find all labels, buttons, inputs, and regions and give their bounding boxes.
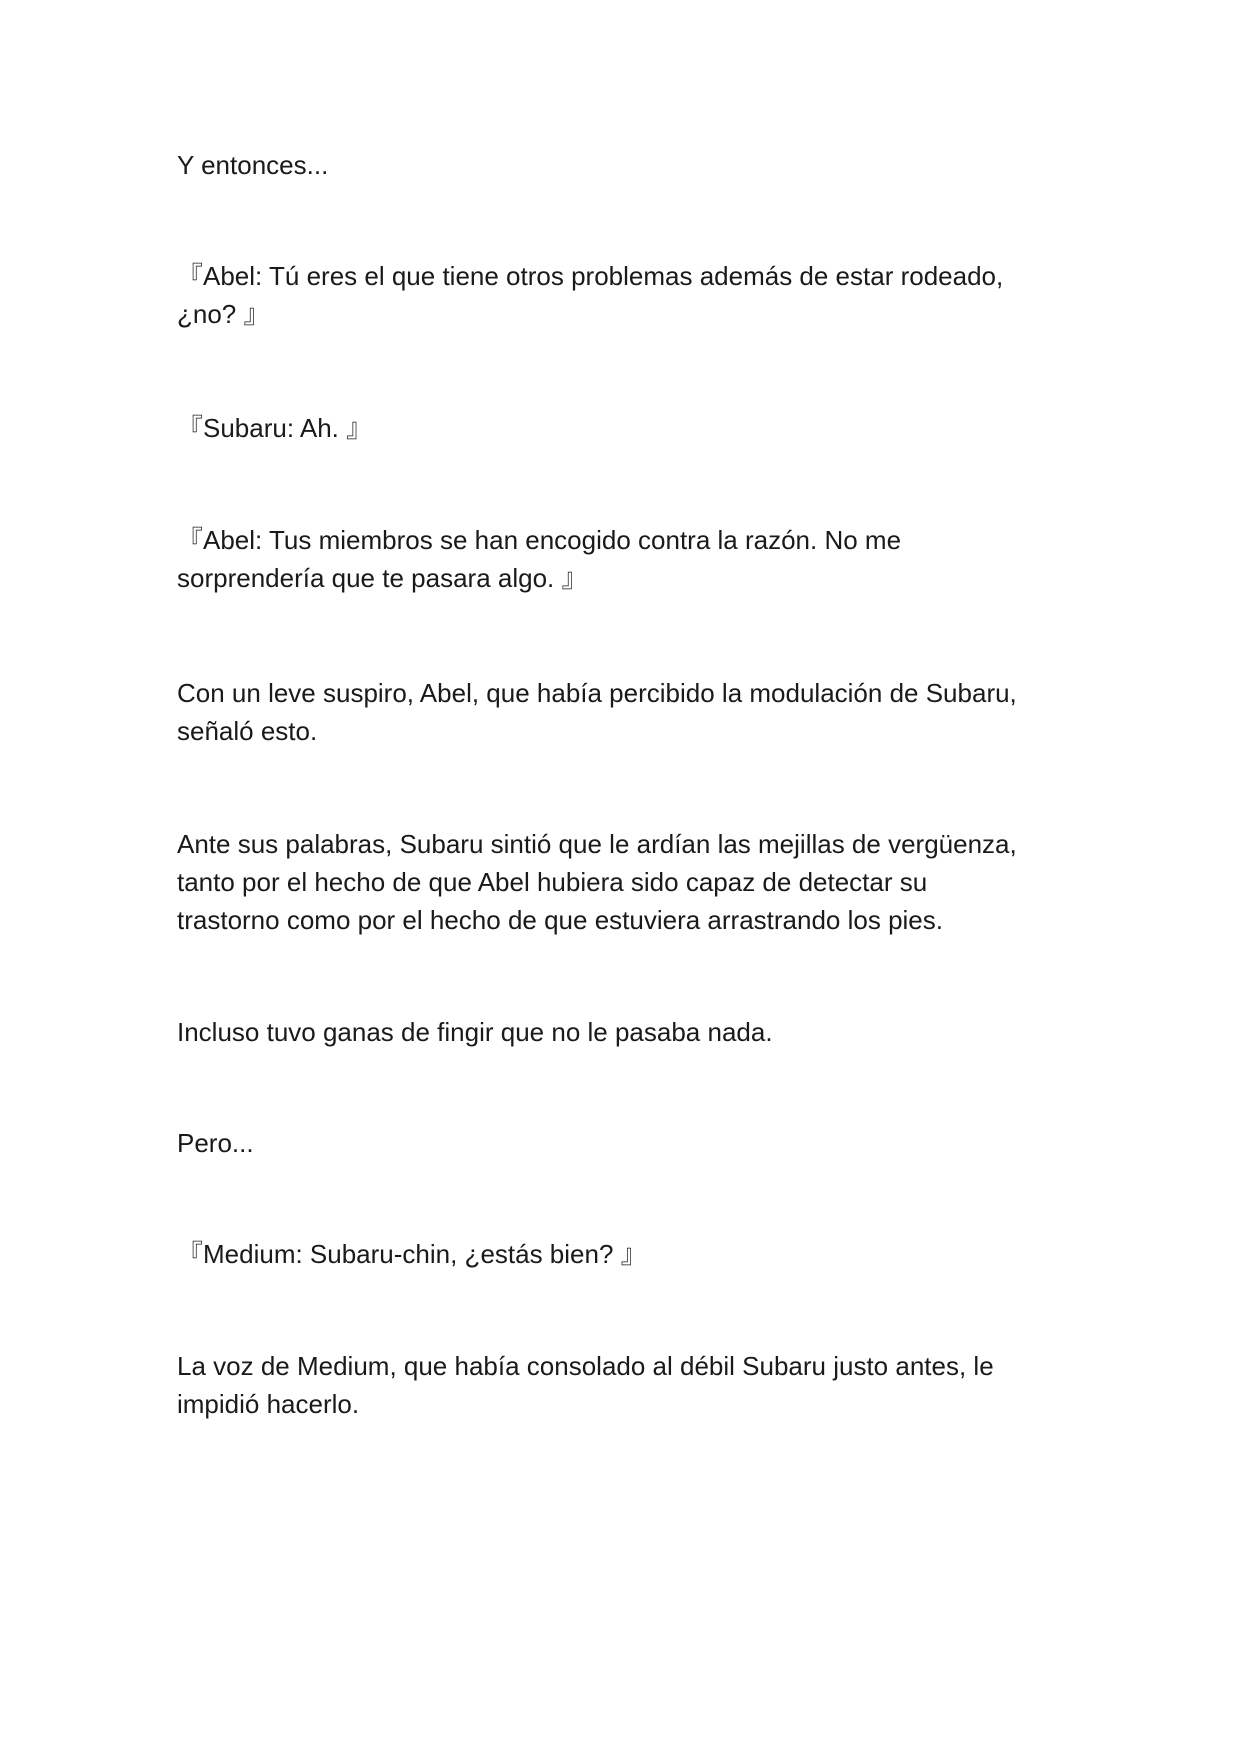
text-line: Ante sus palabras, Subaru sintió que le ardían las mejillas de vergüenza,	[177, 829, 1017, 859]
paragraph-narration	[177, 674, 1057, 750]
text-line: Con un leve suspiro, Abel, que había percibido la modulación de Subaru,	[177, 678, 1017, 708]
text-line: Pero...	[177, 1128, 254, 1158]
text-line: Incluso tuvo ganas de fingir que no le pasaba nada.	[177, 1017, 773, 1047]
text-line: 『Abel: Tú eres el que tiene otros problemas además de estar rodeado,	[177, 261, 1004, 291]
text-line: 『Medium: Subaru-chin, ¿estás bien? 』	[177, 1239, 647, 1269]
text-line: 『Abel: Tus miembros se han encogido contra la razón. No me	[177, 525, 902, 555]
paragraph-dialogue-subaru	[177, 409, 1057, 447]
text-line: La voz de Medium, que había consolado al débil Subaru justo antes, le	[177, 1351, 994, 1381]
paragraph-dialogue-abel	[177, 521, 1057, 597]
paragraph-narration	[177, 825, 1057, 939]
text-line: impidió hacerlo.	[177, 1389, 360, 1419]
text-line: 『Subaru: Ah. 』	[177, 413, 373, 443]
paragraph-narration	[177, 1013, 1057, 1051]
text-line: señaló esto.	[177, 716, 318, 746]
paragraph-narration	[177, 1124, 1057, 1162]
paragraph-dialogue-medium	[177, 1235, 1057, 1273]
text-line: sorprendería que te pasara algo. 』	[177, 563, 588, 593]
text-line: Y entonces...	[177, 150, 329, 180]
paragraph-narration	[177, 1347, 1057, 1423]
paragraph-dialogue-abel	[177, 257, 1057, 333]
paragraph-narration	[177, 146, 1057, 184]
text-line: trastorno como por el hecho de que estuviera arrastrando los pies.	[177, 905, 943, 935]
text-line: ¿no? 』	[177, 299, 270, 329]
text-line: tanto por el hecho de que Abel hubiera sido capaz de detectar su	[177, 867, 928, 897]
